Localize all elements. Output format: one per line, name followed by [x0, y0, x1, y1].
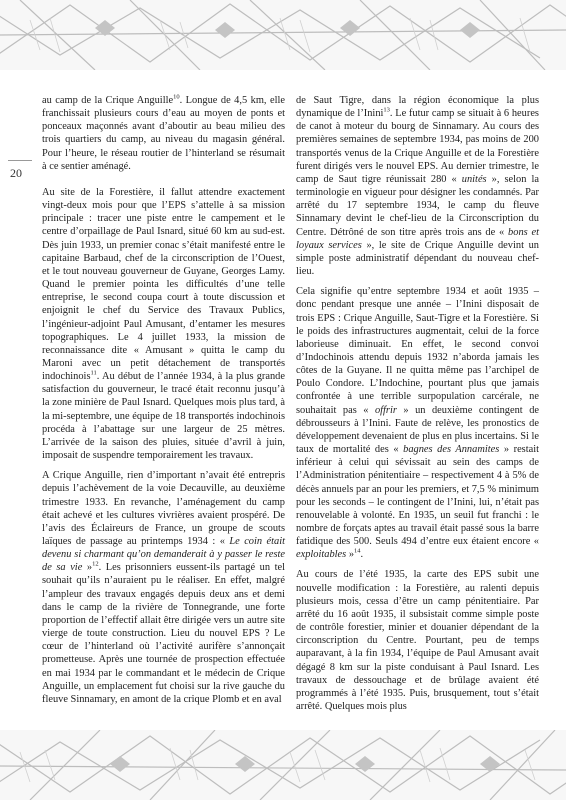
paragraph [42, 94, 285, 173]
text-run: de Saut Tigre, dans la région économique la plus dynamique de l’Inini [296, 95, 539, 120]
text-run: A Crique Anguille, rien d’important n’avait été entrepris depuis l’achèvement de la voie Decauville, au deuxième trimestre 1933. En revanche, l’aménagement du camp était achevé et les cultures vivrières avaient prospéré. De l’avis des Éclaireurs de France, un groupe de scouts laïques de passage au printemps 1934 : « [42, 470, 285, 547]
text-run: » [346, 549, 355, 561]
text-run: » restait inférieur à celui qui sévissait au sein des camps de l’Administration pénitentiaire – respectivement 4 à 5% de décès annuels par an pour les premiers, et 7,5 % minimum pour les seconds – le contingent de l’Inini, lui, n’était pas renouvelable à volonté. En 1935, un seuil fut franchi : le nombre de forçats aptes au travail était passé sous la barre fatidique des 500. Seuls 494 d’entre eux étaient encore « [296, 444, 539, 548]
text-run: », selon la terminologie en vigueur pour désigner les condamnés. Par arrêté du 17 septembre 1934, le camp du fleuve Sinnamary devint le chef-lieu de la Circonscription du Centre. Détrôné de son titre après trois ans de « [296, 173, 539, 238]
italic-quote: offrir [374, 404, 397, 416]
margin-rule [8, 160, 32, 161]
footnote-ref: 11 [90, 369, 97, 377]
text-run: au camp de la Crique Anguille [42, 95, 174, 106]
footnote-ref: 12 [92, 560, 99, 568]
tribal-pattern-bottom [0, 730, 566, 800]
paragraph [42, 186, 285, 462]
text-run: Cela signifie qu’entre septembre 1934 et août 1935 – donc pendant presque une année – l’Inini disposait de trois EPS : Crique Anguille, Saut-Tigre et la Forestière. Si le poids des infrastructures augmentait, celui de la force laborieuse diminuait. En effet, le second convoi d’Indochinois attendu depuis 1932 n’aborda jamais les côtes de la Guyane. Il ne quitta même pas l’archipel de Poulo Condore. L’Indochine, pourtant plus que jamais confrontée à une terrible surpopulation carcérale, ne souhaitait pas « [296, 286, 539, 416]
text-run: Au cours de l’été 1935, la carte des EPS subit une nouvelle modification : la Forestière, au ralenti depuis plusieurs mois, cessa d’être un camp pénitentiaire. Par arrêté du 16 août 1935, il subsistait comme simple poste de contrôle forestier, minier et douanier dépendant de la circonscription du Centre. Pourtant, peu de temps auparavant, à la fin 1934, l’équipe de Paul Amusant avait dégagé 8 km sur la piste conduisant à Paul Isnard. Les travaux de dessouchage et de brûlage avaient été programmés à l’été 1935. Puis, brusquement, tout s’était arrêté. Quelques mois plus [296, 569, 539, 713]
text-run: . [360, 549, 364, 561]
text-run: . Le futur camp se situait à 6 heures de canot à moteur du bourg de Sinnamary. Au cours des premières semaines de septembre 1934, pas moins de 200 transportés venus de la Crique Anguille et de la Forestière furent dirigés vers le nouvel EPS. Au dernier trimestre, le camp de Saut tigre réunissait 280 « [296, 108, 539, 185]
tribal-pattern-top [0, 0, 566, 70]
italic-quote: exploitables [296, 549, 347, 561]
text-run: . Les prisonniers eussent-ils partagé un tel souhait qu’ils n’auraient pu le réaliser. En effet, malgré l’ampleur des travaux engagés depuis deux ans et demi dans le camp de la rivière de Tonnegrande, une forte proportion de l’effectif allait être dirigée vers un autre site vierge de toute construction. Lieu du nouvel EPS ? Le cœur de l’hinterland où l’activité aurifère s’annonçait prometteuse. Après une tournée de prospection effectuée en mai 1934 par le commandant et le médecin de Crique Anguille, un emplacement fut choisi sur la rive gauche du fleuve Sinnamary, en amont de la crique Plomb et en aval [42, 562, 286, 705]
text-column-right [296, 94, 539, 720]
paragraph [296, 285, 539, 561]
text-run: Au site de la Forestière, il fallut attendre exactement vingt-deux mois pour que l’EPS s’attelle à sa mission principale : tracer une piste entre le campement et le centre d’orpaillage de Paul Isnard, situé 60 km au sud-est. Dès juin 1933, un premier conac s’était manifesté entre le capitaine Barbaud, chef de la circonscription de l’Ouest, et le tout nouveau gouverneur de Guyane, Georges Lamy. Quand le premier pointa les difficultés d’une telle entreprise, le second coupa court à toute discussion et enjoignit le chef du Service des Travaux Publics, l’ingénieur-adjoint Paul Amusant, d’entamer les mesures topographiques. Le 4 juillet 1933, la mission de reconnaissance dite « Amusant » quitta le camp du Maroni avec un petit détachement de transportés indochinois [42, 186, 285, 383]
paragraph [42, 469, 285, 706]
text-run: » [82, 562, 93, 574]
text-run: . Longue de 4,5 km, elle franchissait plusieurs cours d’eau au moyen de ponts et ponceaux maçonnés avant d’aboutir au beau milieu des trois quartiers du camp, au niveau du magasin général. Pour l’heure, le réseau routier de l’hinterland se résumait à ce sentier aménagé. [42, 95, 286, 172]
footnote-ref: 10 [173, 93, 180, 101]
italic-quote: Le coin était devenu si charmant qu’on demanderait à y passer le reste de sa vie [42, 536, 285, 574]
footnote-ref: 14 [354, 547, 361, 555]
decorative-band-top [0, 0, 566, 70]
text-run: » un deuxième contingent de débrousseurs à l’Inini. Faute de relève, les pronostics de développement devenaient de plus en plus incertains. Si le taux de mortalité des « [296, 404, 539, 456]
text-run: . Au début de l’année 1934, à la plus grande satisfaction du gouverneur, le tracé était reconnu jusqu’à la zone minière de Paul Isnard. Quelques mois plus tard, à la mi-septembre, une équipe de 18 transportés indochinois procéda à l’abattage sur une largeur de 25 mètres. L’arrivée de la saison des pluies, située d’avril à juin, imposait de suspendre temporairement les travaux. [42, 371, 285, 462]
italic-quote: bagnes des Annamites [403, 444, 500, 456]
paragraph [296, 568, 539, 713]
italic-quote: bons et loyaux services [296, 226, 539, 251]
footnote-ref: 13 [383, 106, 390, 114]
page-number: 20 [10, 166, 22, 180]
paragraph [296, 94, 539, 278]
italic-quote: unités [461, 173, 487, 185]
text-run: », le site de Crique Anguille devint un simple poste administratif dépendant du nouveau chef-lieu. [296, 239, 539, 278]
text-column-left [42, 94, 285, 713]
decorative-band-bottom [0, 730, 566, 800]
